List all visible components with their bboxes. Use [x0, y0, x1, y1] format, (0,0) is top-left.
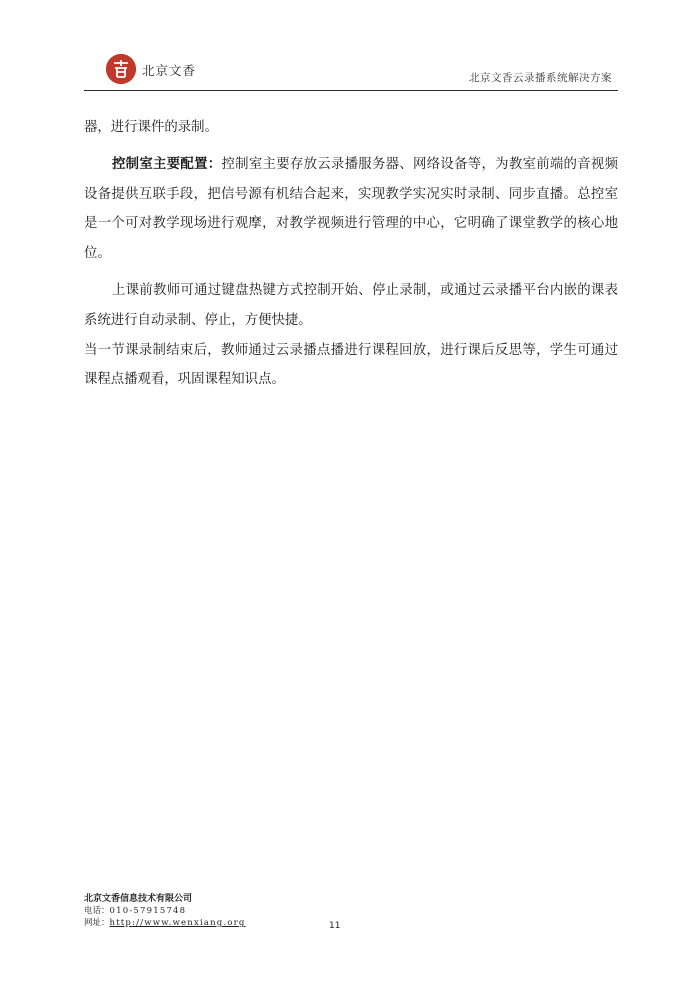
footer-company: 北京文香信息技术有限公司	[84, 894, 193, 904]
wenxiang-logo-icon	[106, 54, 136, 84]
page-number: 11	[329, 921, 341, 931]
paragraph-4: 当一节课录制结束后，教师通过云录播点播进行课程回放，进行课后反思等，学生可通过课程点播观看，巩固课程知识点。	[84, 342, 618, 388]
header-title: 北京文香云录播系统解决方案	[469, 72, 612, 84]
paragraph-3: 上课前教师可通过键盘热键方式控制开始、停止录制，或通过云录播平台内嵌的课表系统进行自动录制、停止，方便快捷。	[84, 282, 618, 328]
footer-phone: 010-57915748	[109, 906, 187, 916]
document-body	[84, 113, 618, 395]
footer-phone-line	[84, 905, 618, 917]
footer-phone-label: 电话：	[84, 906, 110, 916]
page-header	[84, 48, 618, 91]
header-brand: 北京文香	[142, 63, 197, 78]
footer-web-link[interactable]: http://www.wenxiang.org	[109, 918, 246, 928]
control-room-term: 控制室主要配置：	[112, 156, 222, 172]
paragraph-1: 器，进行课件的录制。	[84, 120, 218, 135]
paragraph-2-text: 控制室主要存放云录播服务器、网络设备等，为教室前端的音视频设备提供互联手段，把信号源有机结合起来，实现教学实况实时录制、同步直播。总控室是一个可对教学现场进行观摩，对教学视频进行管理的中心，它明确了课堂教学的核心地位。	[84, 156, 618, 262]
paragraph-2	[84, 150, 618, 269]
footer-web-line	[84, 917, 618, 929]
page-footer	[84, 893, 618, 929]
footer-web-label: 网址：	[84, 918, 110, 928]
